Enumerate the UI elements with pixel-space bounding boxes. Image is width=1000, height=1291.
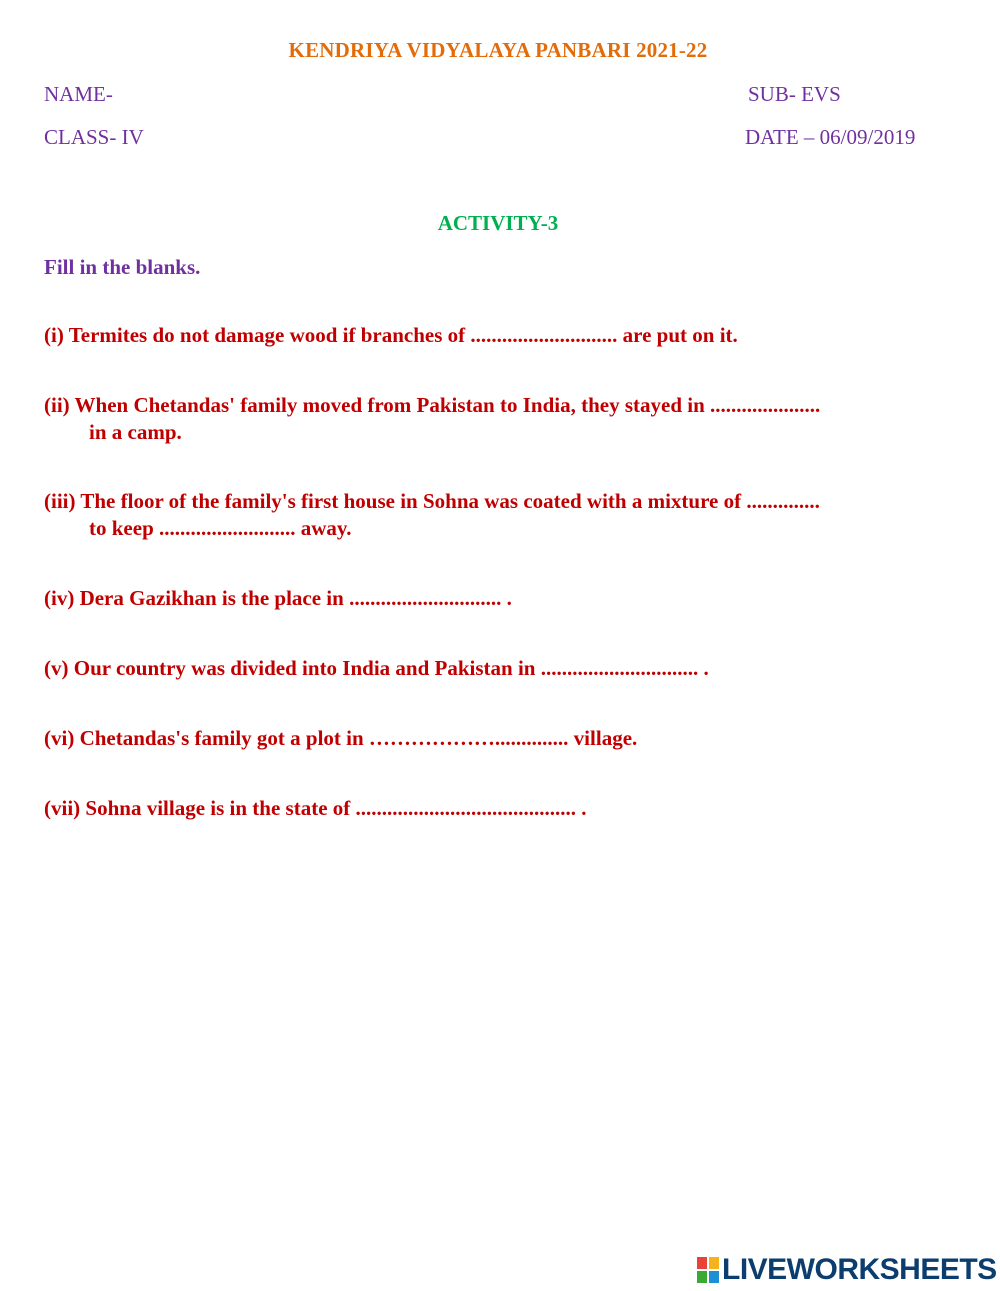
question-text: (iv) Dera Gazikhan is the place in ............................. .: [44, 586, 512, 610]
question-6: [44, 726, 637, 751]
question-text: (ii) When Chetandas' family moved from Pakistan to India, they stayed in .....................: [44, 393, 821, 417]
question-1: [44, 323, 738, 348]
logo-square-green: [697, 1271, 707, 1283]
question-5: [44, 656, 709, 681]
school-title: KENDRIYA VIDYALAYA PANBARI 2021-22: [288, 38, 708, 62]
subject-label: SUB- EVS: [748, 82, 841, 106]
question-text: (vii) Sohna village is in the state of .......................................... .: [44, 796, 587, 820]
name-label: NAME-: [44, 82, 113, 106]
logo-text: LIVEWORKSHEETS: [722, 1253, 997, 1286]
logo-square-red: [697, 1257, 707, 1269]
question-text: (iii) The floor of the family's first house in Sohna was coated with a mixture of ..............: [44, 489, 820, 513]
question-4: [44, 586, 512, 611]
activity-title: ACTIVITY-3: [437, 211, 559, 235]
logo-square-blue: [709, 1271, 719, 1283]
date-label: DATE – 06/09/2019: [745, 125, 916, 149]
question-text: (v) Our country was divided into India and Pakistan in .............................. .: [44, 656, 709, 680]
question-2: [44, 393, 820, 445]
instruction-text: Fill in the blanks.: [44, 255, 201, 279]
question-text: (i) Termites do not damage wood if branches of ............................ are put on it.: [44, 323, 738, 347]
question-7: [44, 796, 587, 821]
question-text-continued: in a camp.: [89, 420, 182, 444]
logo-square-yellow: [709, 1257, 719, 1269]
class-label: CLASS- IV: [44, 125, 144, 149]
liveworksheets-logo[interactable]: [697, 1252, 997, 1288]
question-3: [44, 489, 820, 541]
question-text-continued: to keep .......................... away.: [89, 516, 352, 540]
question-text: (vi) Chetandas's family got a plot in ……………….............. village.: [44, 726, 638, 750]
logo-icon: [697, 1257, 719, 1283]
